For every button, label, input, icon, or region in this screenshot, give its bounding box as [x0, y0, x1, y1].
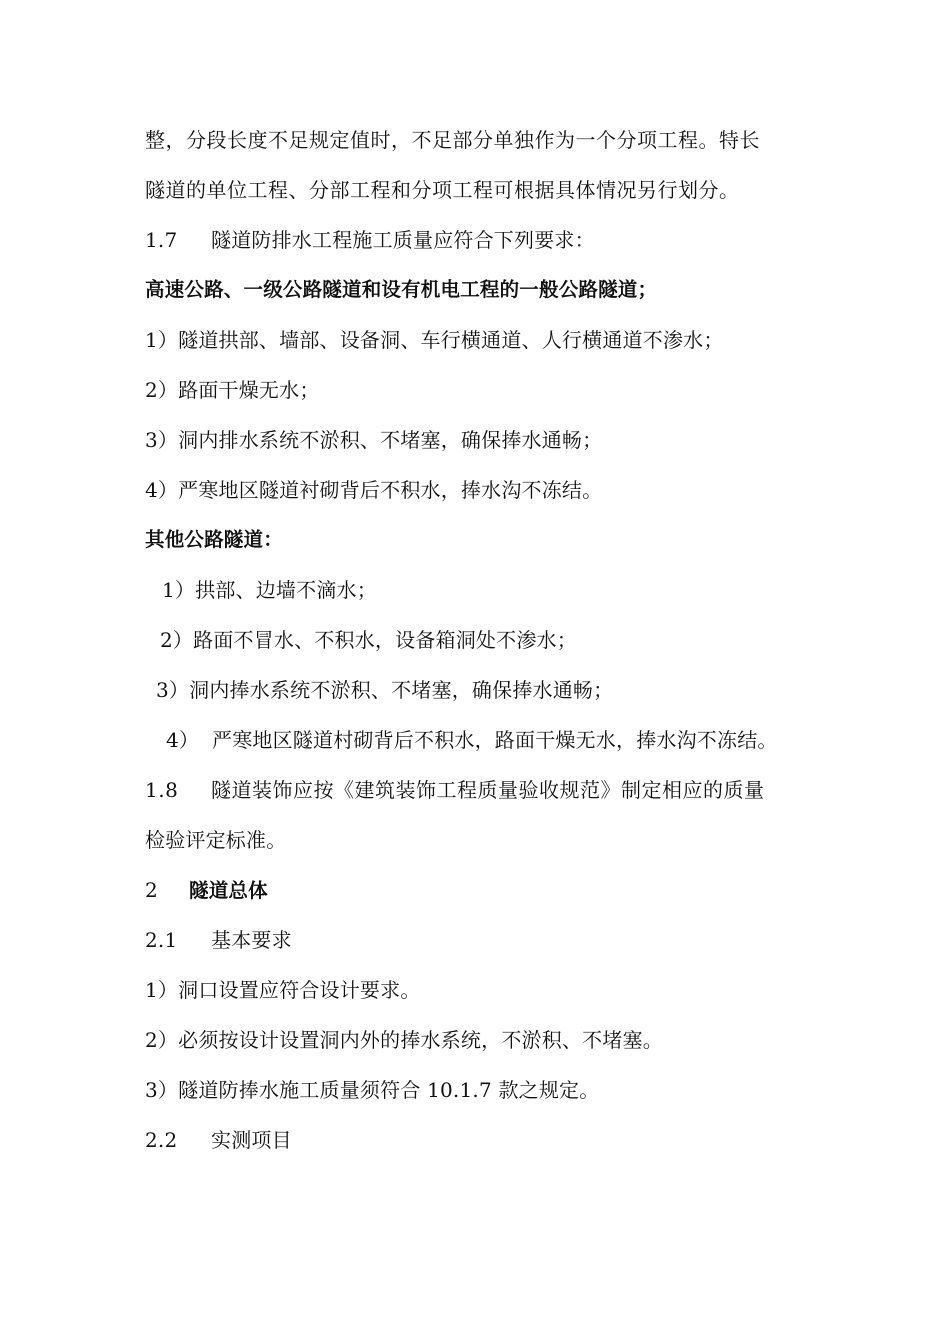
list-item — [145, 377, 320, 403]
section-number: 2 — [145, 878, 158, 902]
section-number: 1.8 — [145, 778, 179, 802]
section-text: 基本要求 — [211, 928, 292, 952]
item-text: 路面不冒水、不积水，设备箱洞处不渗水； — [193, 628, 577, 652]
item-text: 洞内排水系统不淤积、不堵塞，确保捧水通畅； — [178, 428, 603, 452]
list-item — [156, 677, 613, 703]
item-text: 严寒地区隧道衬砌背后不积水，捧水沟不冻结。 — [178, 478, 603, 502]
paragraph-line: 检验评定标准。 — [145, 828, 287, 852]
item-text: 洞口设置应符合设计要求。 — [178, 978, 421, 1002]
list-item — [145, 1027, 663, 1053]
item-number: 3） — [156, 678, 190, 702]
item-text: 隧道拱部、墙部、设备洞、车行横通道、人行横通道不渗水； — [178, 328, 724, 352]
item-number: 4） — [166, 728, 200, 752]
list-item — [145, 477, 602, 503]
item-number: 1） — [145, 328, 179, 352]
list-item — [162, 577, 377, 603]
item-number: 2） — [145, 378, 179, 402]
section-text: 隧道防排水工程施工质量应符合下列要求： — [211, 228, 595, 252]
section-1-8 — [145, 777, 765, 803]
list-item — [145, 427, 602, 453]
item-text: 严寒地区隧道村砌背后不积水，路面干燥无水，捧水沟不冻结。 — [212, 728, 778, 752]
section-number: 1.7 — [145, 228, 178, 252]
other-heading: 其他公路隧道： — [145, 528, 283, 551]
list-item — [145, 327, 724, 353]
section-number: 2.1 — [145, 928, 178, 952]
section-1-7 — [145, 227, 595, 253]
item-text: 隧道防捧水施工质量须符合 10.1.7 款之规定。 — [178, 1078, 600, 1102]
list-item — [166, 727, 778, 753]
section-text: 实测项目 — [211, 1128, 292, 1152]
item-number: 2） — [160, 628, 194, 652]
section-number: 2.2 — [145, 1128, 178, 1152]
section-text: 隧道总体 — [189, 879, 268, 902]
item-text: 路面干燥无水； — [178, 378, 320, 402]
section-text: 隧道装饰应按《建筑装饰工程质量验收规范》制定相应的质量 — [211, 778, 765, 802]
list-item — [145, 977, 421, 1003]
section-2-1 — [145, 927, 292, 953]
item-number: 3） — [145, 1078, 179, 1102]
highway-heading: 高速公路、一级公路隧道和设有机电工程的一般公路隧道； — [145, 278, 658, 301]
item-number: 1） — [145, 978, 179, 1002]
item-text: 洞内捧水系统不淤积、不堵塞，确保捧水通畅； — [189, 678, 614, 702]
item-number: 1） — [162, 578, 196, 602]
item-text: 必须按设计设置洞内外的捧水系统，不淤积、不堵塞。 — [178, 1028, 663, 1052]
paragraph-line: 隧道的单位工程、分部工程和分项工程可根据具体情况另行划分。 — [145, 178, 740, 202]
item-number: 3） — [145, 428, 179, 452]
list-item — [160, 627, 577, 653]
item-number: 4） — [145, 478, 179, 502]
section-2-2 — [145, 1127, 292, 1153]
item-text: 拱部、边墙不滴水； — [195, 578, 377, 602]
item-number: 2） — [145, 1028, 179, 1052]
section-2 — [145, 877, 268, 904]
paragraph-line: 整，分段长度不足规定值时，不足部分单独作为一个分项工程。特长 — [145, 128, 760, 152]
list-item — [145, 1077, 599, 1103]
